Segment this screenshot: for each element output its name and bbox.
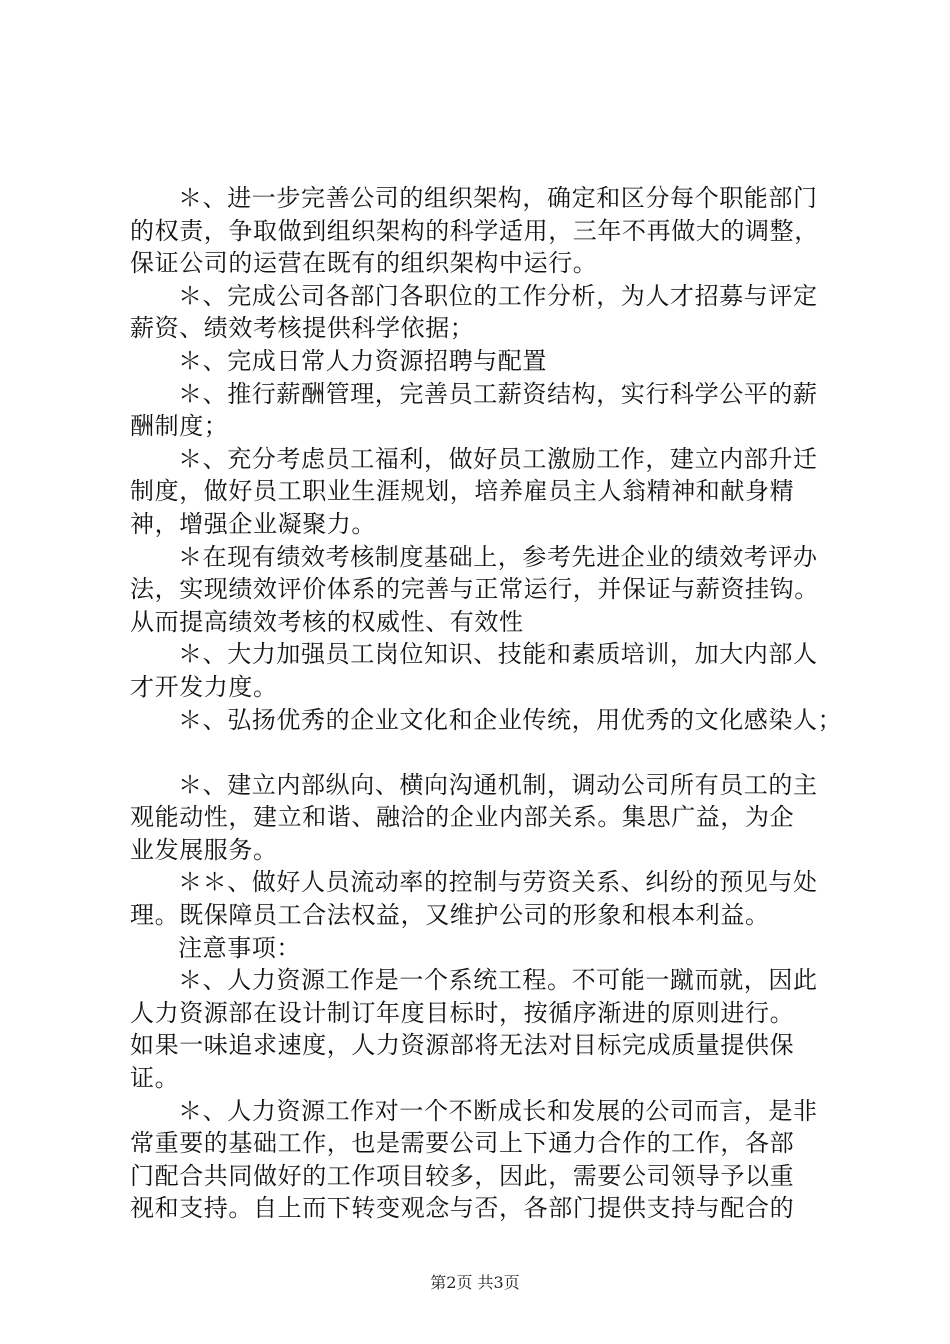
paragraph-line: 人力资源部在设计制订年度目标时，按循序渐进的原则进行。 (130, 998, 795, 1027)
paragraph-line: 的权责，争取做到组织架构的科学适用，三年不再做大的调整， (130, 216, 819, 245)
paragraph-line: 神，增强企业凝聚力。 (130, 509, 376, 538)
paragraph-line: 保证公司的运营在既有的组织架构中运行。 (130, 249, 598, 278)
paragraph-line: 观能动性，建立和谐、融洽的企业内部关系。集思广益，为企 (130, 803, 795, 832)
paragraph-line: ＊＊、做好人员流动率的控制与劳资关系、纠纷的预见与处 (178, 868, 818, 897)
paragraph-line: ＊、完成公司各部门各职位的工作分析，为人才招募与评定 (178, 281, 818, 310)
document-body (130, 182, 843, 1225)
paragraph-line: ＊在现有绩效考核制度基础上，参考先进企业的绩效考评办 (178, 542, 818, 571)
page-number-footer: 第2页 共3页 (430, 1273, 520, 1292)
paragraph-line: 如果一味追求速度，人力资源部将无法对目标完成质量提供保 (130, 1031, 795, 1060)
paragraph-line: ＊、建立内部纵向、横向沟通机制，调动公司所有员工的主 (178, 770, 818, 799)
paragraph-line: 从而提高绩效考核的权威性、有效性 (130, 607, 524, 636)
paragraph-line: ＊、大力加强员工岗位知识、技能和素质培训，加大内部人 (178, 640, 818, 669)
blank-line (130, 736, 830, 769)
paragraph-line: 门配合共同做好的工作项目较多，因此，需要公司领导予以重 (130, 1161, 795, 1190)
paragraph-line: ＊、人力资源工作是一个系统工程。不可能一蹴而就，因此 (178, 966, 818, 995)
paragraph-line: 常重要的基础工作，也是需要公司上下通力合作的工作，各部 (130, 1129, 795, 1158)
paragraph-line: 薪资、绩效考核提供科学依据； (130, 314, 475, 343)
paragraph-line: ＊、完成日常人力资源招聘与配置 (178, 346, 547, 375)
paragraph-line: ＊、弘扬优秀的企业文化和企业传统，用优秀的文化感染人； (178, 705, 843, 734)
paragraph-line: ＊、进一步完善公司的组织架构，确定和区分每个职能部门 (178, 184, 818, 212)
paragraph-line: 业发展服务。 (130, 835, 278, 864)
paragraph-line: ＊、人力资源工作对一个不断成长和发展的公司而言，是非 (178, 1096, 818, 1125)
paragraph-line: 视和支持。自上而下转变观念与否，各部门提供支持与配合的 (130, 1194, 795, 1223)
paragraph-line: 法，实现绩效评价体系的完善与正常运行，并保证与薪资挂钩。 (130, 575, 819, 604)
section-heading: 注意事项： (178, 933, 301, 962)
paragraph-line: 理。既保障员工合法权益，又维护公司的形象和根本利益。 (130, 901, 770, 930)
paragraph-line: 证。 (130, 1064, 180, 1093)
paragraph-line: 才开发力度。 (130, 672, 278, 701)
paragraph-line: ＊、充分考虑员工福利，做好员工激励工作，建立内部升迁 (178, 444, 818, 473)
paragraph-line: 酬制度； (130, 412, 229, 441)
paragraph-line: ＊、推行薪酬管理，完善员工薪资结构，实行科学公平的薪 (178, 379, 818, 408)
paragraph-line: 制度，做好员工职业生涯规划，培养雇员主人翁精神和献身精 (130, 477, 795, 506)
